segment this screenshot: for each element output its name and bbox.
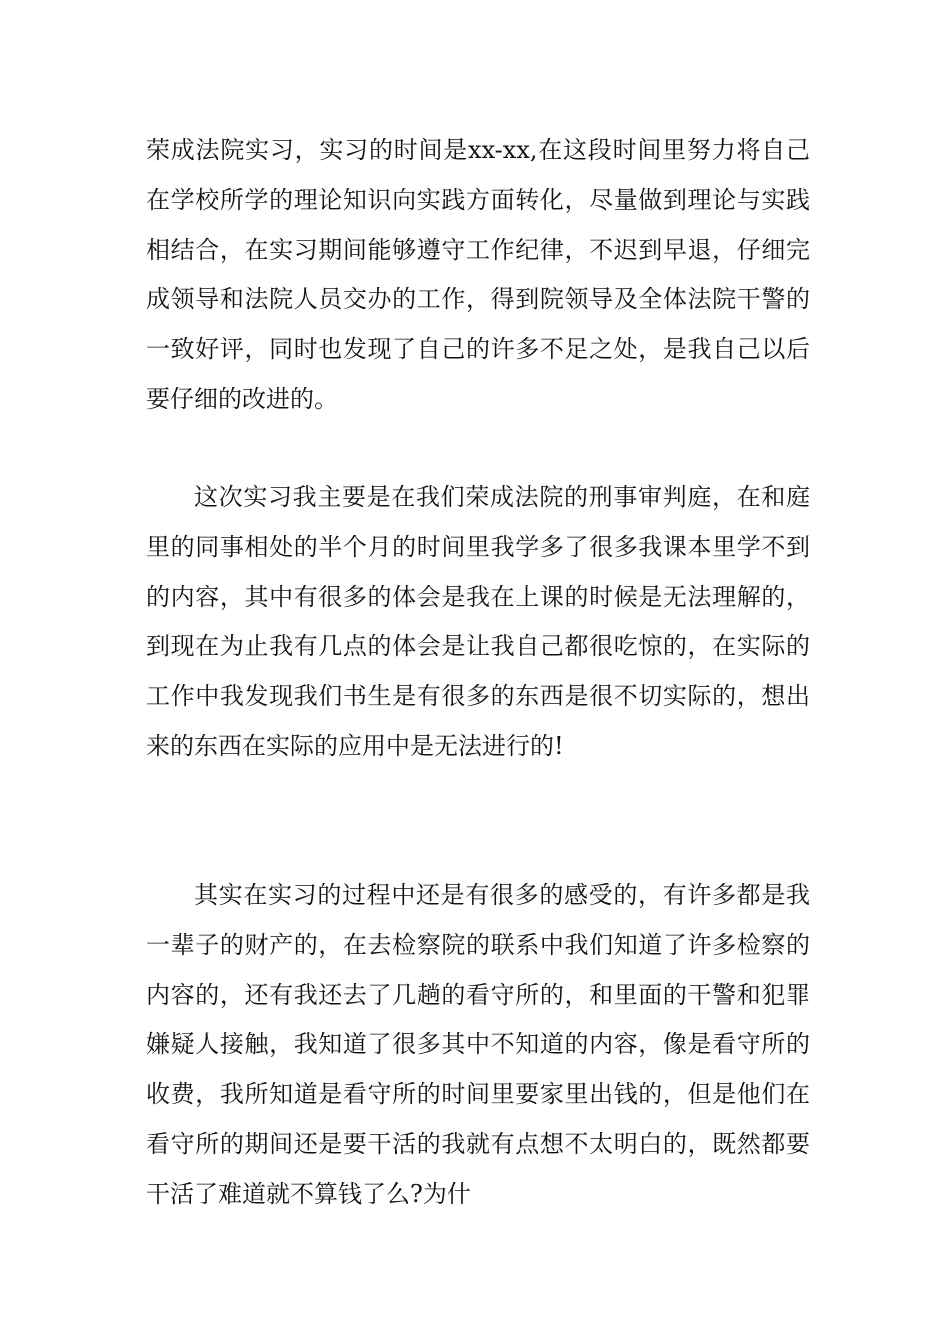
paragraph-1: 荣成法院实习，实习的时间是xx-xx,在这段时间里努力将自己在学校所学的理论知识向实践方面转化，尽量做到理论与实践相结合，在实习期间能够遵守工作纪律，不迟到早退，仔细完成领导和法院人员交办的工作，得到院领导及全体法院干警的一致好评，同时也发现了自己的许多不足之处，是我自己以后要仔细的改进的。 (146, 136, 810, 413)
paragraph-3: 其实在实习的过程中还是有很多的感受的，有许多都是我一辈子的财产的，在去检察院的联系中我们知道了许多检察的内容的，还有我还去了几趟的看守所的，和里面的干警和犯罪嫌疑人接触，我知道了很多其中不知道的内容，像是看守所的收费，我所知道是看守所的时间里要家里出钱的，但是他们在看守所的期间还是要干活的我就有点想不太明白的，既然都要干活了难道就不算钱了么?为什 (146, 881, 810, 1208)
paragraph-2: 这次实习我主要是在我们荣成法院的刑事审判庭，在和庭里的同事相处的半个月的时间里我学多了很多我课本里学不到的内容，其中有很多的体会是我在上课的时候是无法理解的，到现在为止我有几点的体会是让我自己都很吃惊的，在实际的工作中我发现我们书生是有很多的东西是很不切实际的，想出来的东西在实际的应用中是无法进行的! (146, 483, 810, 760)
